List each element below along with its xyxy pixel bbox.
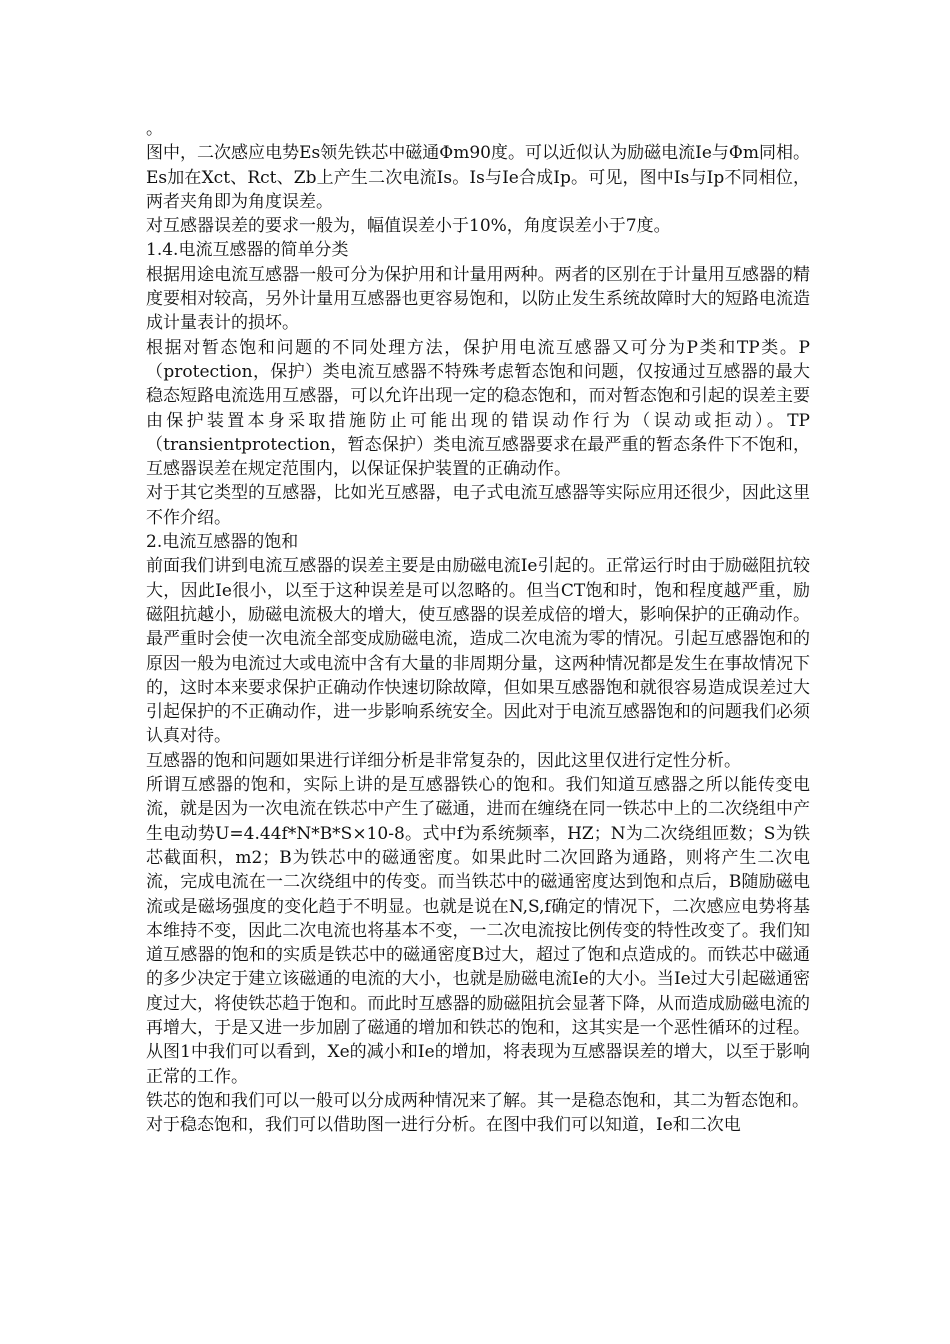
other-types-paragraph: 对于其它类型的互感器，比如光互感器，电子式电流互感器等实际应用还很少，因此这里不作介绍。: [146, 483, 810, 528]
steady-state-saturation-paragraph: 对于稳态饱和，我们可以借助图一进行分析。在图中我们可以知道，Ie和二次电: [146, 1115, 741, 1136]
document-body: [146, 117, 810, 1137]
core-saturation-paragraph: 所谓互感器的饱和，实际上讲的是互感器铁心的饱和。我们知道互感器之所以能传变电流，就是因为一次电流在铁芯中产生了磁通，进而在缠绕在同一铁芯中上的二次绕组中产生电动势U=4.44f*N*B*S×10-8。式中f为系统频率，HZ；N为二次绕组匝数；S为铁芯截面积，m2；B为铁芯中的磁通密度。如果此时二次回路为通路，则将产生二次电流，完成电流在一二次绕组中的传变。而当铁芯中的磁通密度达到饱和点后，B随励磁电流或是磁场强度的变化趋于不明显。也就是说在N,S,f确定的情况下，二次感应电势将基本维持不变，因此二次电流也将基本不变，一二次电流按比例传变的特性改变了。我们知道互感器的饱和的实质是铁芯中的磁通密度B过大，超过了饱和点造成的。而铁芯中磁通的多少决定于建立该磁通的电流的大小，也就是励磁电流Ie的大小。当Ie过大引起磁通密度过大，将使铁芯趋于饱和。而此时互感器的励磁阻抗会显著下降，从而造成励磁电流的再增大，于是又进一步加剧了磁通的增加和铁芯的饱和，这其实是一个恶性循环的过程。从图1中我们可以看到，Xe的减小和Ie的增加，将表现为互感器误差的增大，以至于影响正常的工作。: [146, 775, 810, 1087]
two-saturation-types-paragraph: 铁芯的饱和我们可以一般可以分成两种情况来了解。其一是稳态饱和，其二为暂态饱和。: [146, 1090, 809, 1111]
classification-by-use-paragraph: 根据用途电流互感器一般可分为保护用和计量用两种。两者的区别在于计量用互感器的精度要相对较高，另外计量用互感器也更容易饱和，以防止发生系统故障时大的短路电流造成计量表计的损坏。: [146, 264, 810, 334]
error-requirement-paragraph: 对互感器误差的要求一般为，幅值误差小于10%，角度误差小于7度。: [146, 216, 671, 237]
phasor-explanation-paragraph: 图中，二次感应电势Es领先铁芯中磁通Φm90度。可以近似认为励磁电流Ie与Φm同相。Es加在Xct、Rct、Zb上产生二次电流Is。Is与Ie合成Ip。可见，图中Is与Ip不同相位，两者夹角即为角度误差。: [146, 143, 810, 212]
section-heading-1-4: 1.4.电流互感器的简单分类: [146, 240, 349, 261]
section-heading-2: 2.电流互感器的饱和: [146, 532, 299, 553]
p-tp-class-paragraph: 根据对暂态饱和问题的不同处理方法，保护用电流互感器又可分为P类和TP类。P（protection，保护）类电流互感器不特殊考虑暂态饱和问题，仅按通过互感器的最大稳态短路电流选用互感器，可以允许出现一定的稳态饱和，而对暂态饱和引起的误差主要由保护装置本身采取措施防止可能出现的错误动作行为（误动或拒动）。TP（transientprotection，暂态保护）类电流互感器要求在最严重的暂态条件下不饱和，互感器误差在规定范围内，以保证保护装置的正确动作。: [146, 337, 810, 480]
saturation-intro-paragraph: 前面我们讲到电流互感器的误差主要是由励磁电流Ie引起的。正常运行时由于励磁阻抗较大，因此Ie很小，以至于这种误差是可以忽略的。但当CT饱和时，饱和程度越严重，励磁阻抗越小，励磁电流极大的增大，使互感器的误差成倍的增大，影响保护的正确动作。最严重时会使一次电流全部变成励磁电流，造成二次电流为零的情况。引起互感器饱和的原因一般为电流过大或电流中含有大量的非周期分量，这两种情况都是发生在事故情况下的，这时本来要求保护正确动作快速切除故障，但如果互感器饱和就很容易造成误差过大引起保护的不正确动作，进一步影响系统安全。因此对于电流互感器饱和的问题我们必须认真对待。: [146, 556, 810, 747]
trailing-period: 。: [146, 119, 163, 139]
qualitative-analysis-paragraph: 互感器的饱和问题如果进行详细分析是非常复杂的，因此这里仅进行定性分析。: [146, 750, 741, 771]
